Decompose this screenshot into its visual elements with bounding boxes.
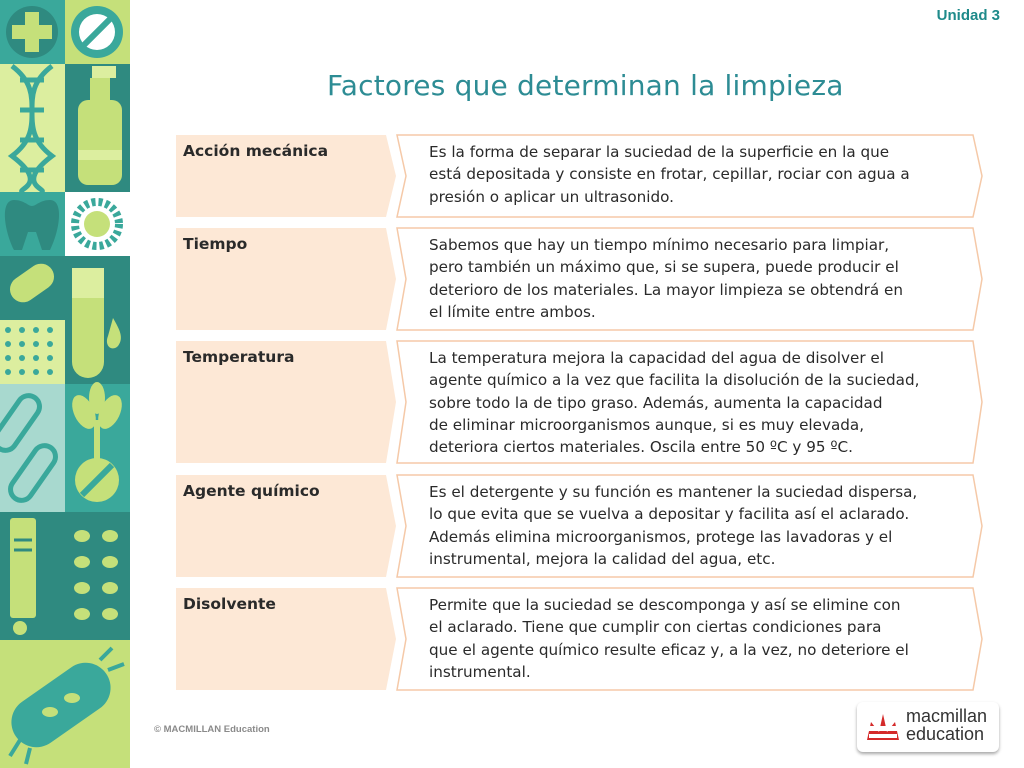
- decorative-health-pattern: [0, 0, 130, 768]
- factor-label: Acción mecánica: [183, 142, 329, 160]
- description-line: de eliminar microorganismos aunque, si es muy elevada,: [429, 415, 865, 434]
- factor-row: [175, 134, 985, 218]
- macmillan-logo: [857, 702, 999, 752]
- description-line: deterioro de los materiales. La mayor limpieza se obtendrá en: [429, 280, 903, 299]
- tablet-icon: [75, 458, 119, 502]
- description-line: Sabemos que hay un tiempo mínimo necesario para limpiar,: [429, 236, 890, 254]
- factor-row: [175, 474, 985, 578]
- factor-description: [429, 141, 959, 208]
- unit-label: Unidad 3: [936, 7, 1000, 24]
- book-icon: [10, 518, 36, 635]
- description-line: agente químico a la vez que facilita la disolución de la suciedad,: [429, 371, 920, 390]
- factor-description: [429, 347, 959, 458]
- factor-label: Disolvente: [183, 595, 276, 613]
- factor-description: [429, 234, 959, 323]
- medical-cross-icon: [6, 6, 58, 58]
- factor-label: Tiempo: [183, 235, 248, 253]
- description-line: el límite entre ambos.: [429, 302, 596, 321]
- factor-row: [175, 587, 985, 691]
- copyright-text: © MACMILLAN Education: [154, 724, 270, 735]
- logo-word-macmillan: macmillan: [906, 706, 988, 726]
- description-line: instrumental, mejora la calidad del agua, etc.: [429, 549, 776, 568]
- factor-description: [429, 481, 959, 570]
- description-line: que el agente químico resulte eficaz y, a la vez, no deteriore el: [429, 640, 909, 659]
- description-line: lo que evita que se vuelva a depositar y facilita así el aclarado.: [429, 505, 910, 524]
- factor-label: Agente químico: [183, 482, 320, 500]
- pill-icon: [71, 6, 123, 58]
- factor-row: [175, 227, 985, 331]
- page-title: Factores que determinan la limpieza: [327, 69, 844, 102]
- description-line: Además elimina microorganismos, protege las lavadoras y el: [429, 527, 893, 546]
- macmillan-star-icon: [865, 710, 901, 744]
- factor-description: [429, 594, 959, 683]
- description-line: presión o aplicar un ultrasonido.: [429, 187, 674, 206]
- description-line: deteriora ciertos materiales. Oscila entre 50 ºC y 95 ºC.: [429, 438, 853, 457]
- description-line: el aclarado. Tiene que cumplir con ciertas condiciones para: [429, 618, 882, 637]
- description-line: sobre todo la de tipo graso. Además, aumenta la capacidad: [429, 393, 883, 412]
- factor-label: Temperatura: [183, 348, 295, 366]
- description-line: pero también un máximo que, si se supera, puede producir el: [429, 258, 899, 277]
- description-line: La temperatura mejora la capacidad del agua de disolver el: [429, 349, 884, 367]
- description-line: está depositada y consiste en frotar, cepillar, rociar con agua a: [429, 165, 910, 184]
- description-line: Es el detergente y su función es mantener la suciedad dispersa,: [429, 483, 918, 501]
- description-line: Es la forma de separar la suciedad de la superficie en la que: [429, 143, 890, 161]
- logo-word-education: education: [906, 724, 985, 744]
- description-line: instrumental.: [429, 662, 531, 681]
- description-line: Permite que la suciedad se descomponga y así se elimine con: [429, 596, 901, 614]
- factor-row: [175, 340, 985, 464]
